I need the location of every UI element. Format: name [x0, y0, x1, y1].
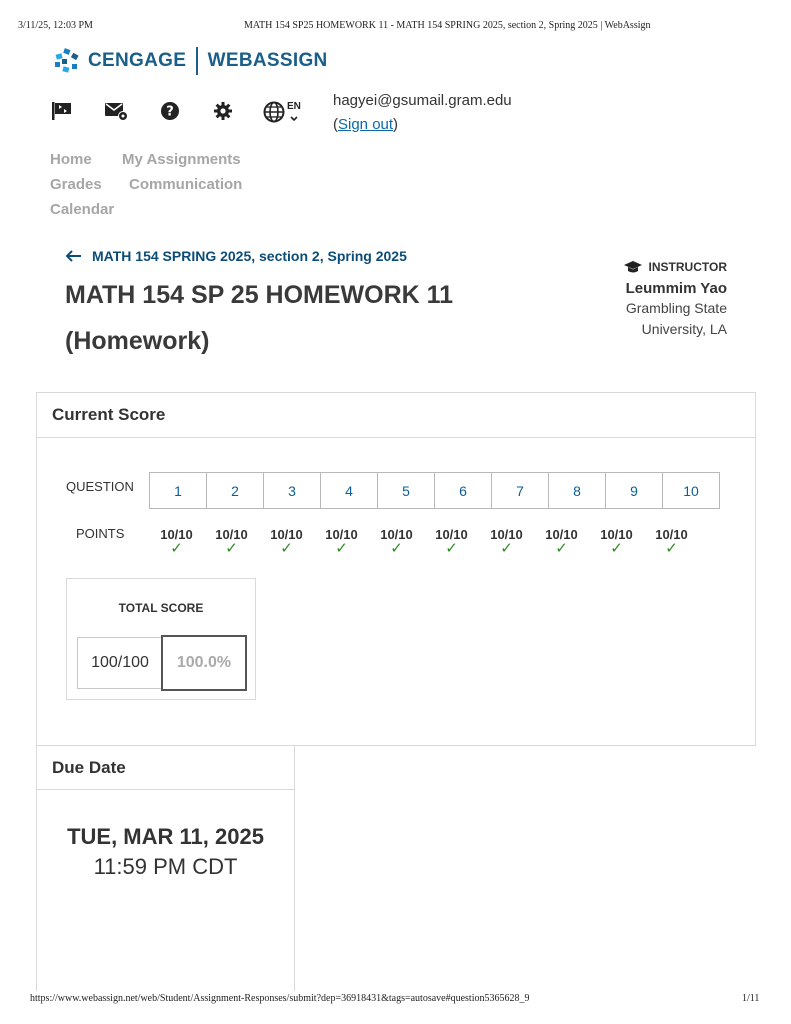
points-value: 10/10	[380, 527, 413, 542]
points-value: 10/10	[325, 527, 358, 542]
points-cell	[589, 527, 644, 556]
sign-out-wrapper	[333, 116, 398, 133]
points-value: 10/10	[600, 527, 633, 542]
assignment-type: (Homework)	[65, 327, 210, 355]
question-number-row	[150, 473, 720, 509]
question-table	[149, 472, 720, 509]
checkmark-icon: ✓	[335, 540, 348, 557]
total-score-box	[66, 578, 256, 700]
page-title	[65, 272, 505, 364]
arrow-left-icon	[66, 250, 82, 262]
total-points: 100/100	[77, 637, 163, 689]
chevron-down-icon	[290, 116, 298, 122]
checkmark-icon: ✓	[610, 540, 623, 557]
cengage-wordmark: CENGAGE	[88, 50, 187, 71]
points-value: 10/10	[545, 527, 578, 542]
print-url: https://www.webassign.net/web/Student/Assignment-Responses/submit?dep=36918431&tags=autosave#question5365628_9	[30, 993, 530, 1004]
points-cell	[369, 527, 424, 556]
checkmark-icon: ✓	[555, 540, 568, 557]
checkmark-icon: ✓	[445, 540, 458, 557]
due-time-value: 11:59 PM CDT	[93, 854, 238, 879]
back-to-course-link[interactable]	[66, 248, 407, 264]
globe-icon	[263, 101, 285, 123]
question-link-10[interactable]: 10	[663, 473, 720, 509]
mail-settings-icon[interactable]	[104, 99, 128, 123]
print-title: MATH 154 SP25 HOMEWORK 11 - MATH 154 SPRING 2025, section 2, Spring 2025 | WebAssign	[244, 20, 651, 31]
webassign-wordmark: WEBASSIGN	[207, 50, 328, 71]
print-datetime: 3/11/25, 12:03 PM	[18, 20, 93, 31]
gear-icon[interactable]	[211, 99, 235, 123]
question-link-5[interactable]: 5	[378, 473, 435, 509]
points-value: 10/10	[270, 527, 303, 542]
total-score-label: TOTAL SCORE	[118, 601, 204, 615]
points-value: 10/10	[490, 527, 523, 542]
points-value: 10/10	[435, 527, 468, 542]
checkmark-icon: ✓	[170, 540, 183, 557]
graduation-cap-icon	[623, 260, 643, 274]
sign-out-close-paren: )	[393, 116, 399, 133]
help-icon[interactable]	[158, 99, 182, 123]
instructor-school-line2: University, LA	[641, 321, 727, 337]
checkmark-icon: ✓	[665, 540, 678, 557]
checkmark-icon: ✓	[500, 540, 513, 557]
points-cell	[314, 527, 369, 556]
flag-icon[interactable]	[50, 99, 74, 123]
points-cell	[644, 527, 699, 556]
due-date-value: TUE, MAR 11, 2025	[67, 824, 264, 849]
due-date-heading: Due Date	[37, 746, 294, 790]
points-value: 10/10	[655, 527, 688, 542]
nav-communication[interactable]: Communication	[129, 176, 243, 193]
nav-calendar[interactable]: Calendar	[50, 201, 115, 218]
points-cell	[479, 527, 534, 556]
sign-out-link[interactable]: Sign out	[338, 116, 394, 133]
nav-my-assignments[interactable]: My Assignments	[122, 151, 241, 168]
total-percent: 100.0%	[161, 635, 247, 691]
nav-grades[interactable]: Grades	[50, 176, 102, 193]
points-cell	[534, 527, 589, 556]
points-cell	[149, 527, 204, 556]
svg-text:?: ?	[166, 104, 174, 120]
checkmark-icon: ✓	[225, 540, 238, 557]
print-page-number: 1/11	[742, 993, 760, 1004]
nav-home[interactable]: Home	[50, 151, 92, 168]
question-link-1[interactable]: 1	[150, 473, 207, 509]
instructor-school-line1: Grambling State	[625, 300, 727, 316]
instructor-name: Leummim Yao	[625, 280, 727, 297]
checkmark-icon: ✓	[280, 540, 293, 557]
course-name: MATH 154 SPRING 2025, section 2, Spring 2025	[92, 248, 407, 264]
instructor-info	[623, 260, 727, 339]
question-link-6[interactable]: 6	[435, 473, 492, 509]
question-link-2[interactable]: 2	[207, 473, 264, 509]
logo-divider	[196, 47, 198, 75]
cengage-webassign-logo[interactable]	[54, 46, 328, 76]
language-selector[interactable]	[263, 100, 303, 126]
points-cell	[424, 527, 479, 556]
points-value: 10/10	[160, 527, 193, 542]
points-row-label: POINTS	[76, 526, 125, 541]
points-cell	[204, 527, 259, 556]
points-cell	[259, 527, 314, 556]
instructor-label: INSTRUCTOR	[648, 260, 727, 274]
checkmark-icon: ✓	[390, 540, 403, 557]
cengage-logo-icon	[54, 48, 82, 74]
due-date-panel	[36, 745, 295, 991]
points-row	[149, 527, 699, 556]
question-link-9[interactable]: 9	[606, 473, 663, 509]
points-value: 10/10	[215, 527, 248, 542]
question-link-3[interactable]: 3	[264, 473, 321, 509]
question-link-8[interactable]: 8	[549, 473, 606, 509]
current-score-heading: Current Score	[37, 393, 755, 438]
question-row-label: QUESTION	[66, 479, 134, 494]
user-email: hagyei@gsumail.gram.edu	[333, 92, 512, 109]
assignment-title: MATH 154 SP 25 HOMEWORK 11	[65, 281, 454, 309]
sign-out-open-paren: (	[333, 116, 338, 133]
question-link-7[interactable]: 7	[492, 473, 549, 509]
language-code: EN	[287, 101, 301, 112]
question-link-4[interactable]: 4	[321, 473, 378, 509]
